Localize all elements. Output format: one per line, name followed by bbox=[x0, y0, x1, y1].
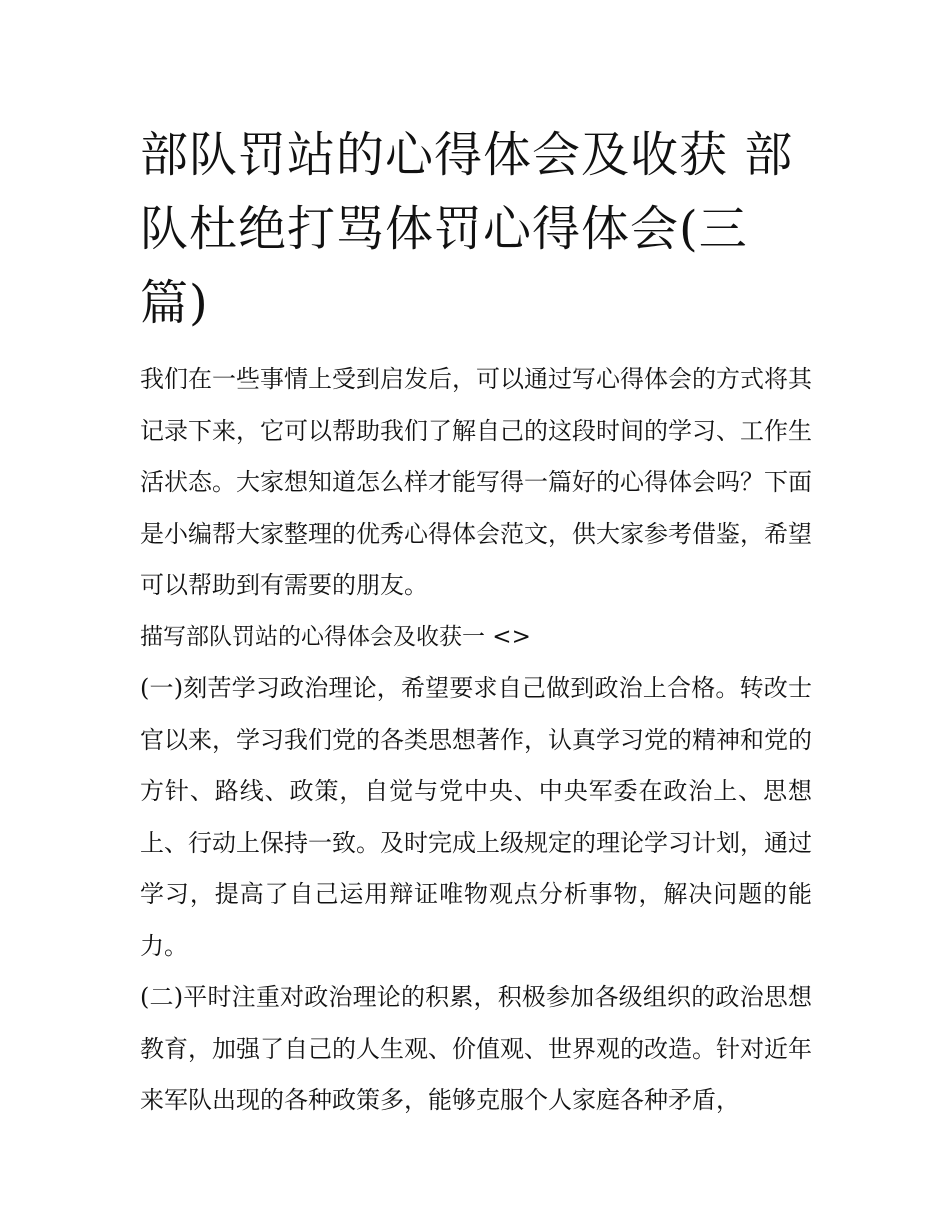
document-title: 部队罚站的心得体会及收获 部队杜绝打骂体罚心得体会(三篇) bbox=[140, 127, 794, 331]
body-paragraph-1: (一)刻苦学习政治理论，希望要求自己做到政治上合格。转改士官以来，学习我们党的各类思想著作，认真学习党的精神和党的方针、路线、政策，自觉与党中央、中央军委在政治上、思想上、行动上保持一致。及时完成上级规定的理论学习计划，通过学习，提高了自己运用辩证唯物观点分析事物，解决问题的能力。 bbox=[140, 674, 812, 960]
document-body bbox=[140, 118, 812, 1127]
section-heading: 描写部队罚站的心得体会及收获一 <> bbox=[140, 623, 531, 650]
intro-paragraph: 我们在一些事情上受到启发后，可以通过写心得体会的方式将其记录下来，它可以帮助我们了解自己的这段时间的学习、工作生活状态。大家想知道怎么样才能写得一篇好的心得体会吗？下面是小编帮大家整理的优秀心得体会范文，供大家参考借鉴，希望可以帮助到有需要的朋友。 bbox=[140, 365, 812, 599]
body-paragraph-2: (二)平时注重对政治理论的积累，积极参加各级组织的政治思想教育，加强了自己的人生观、价值观、世界观的改造。针对近年来军队出现的各种政策多，能够克服个人家庭各种矛盾， bbox=[140, 983, 812, 1114]
